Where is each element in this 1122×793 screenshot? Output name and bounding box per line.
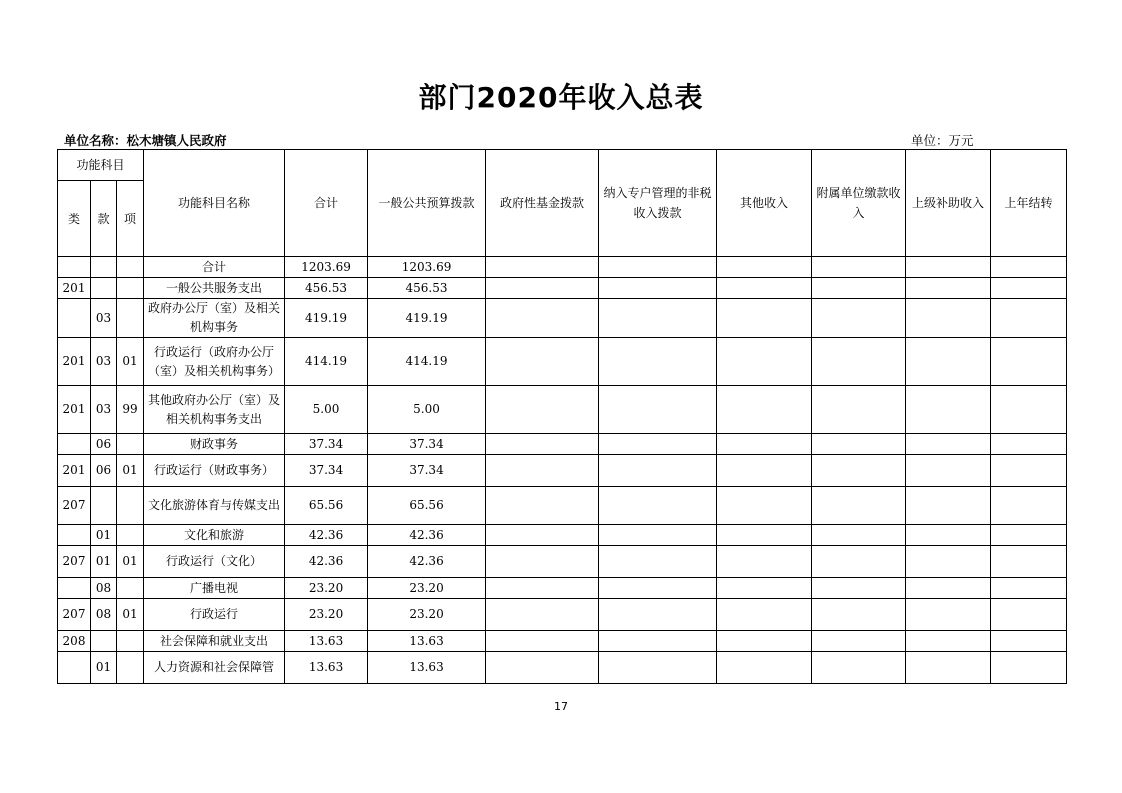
cell-kuan: 03 xyxy=(91,386,117,434)
table-row xyxy=(58,631,1067,652)
header-row-1 xyxy=(58,150,1067,181)
cell-lei: 207 xyxy=(58,487,91,525)
cell-nontax xyxy=(599,631,717,652)
table-row xyxy=(58,386,1067,434)
cell-superior xyxy=(906,455,991,487)
cell-xiang xyxy=(117,652,144,684)
cell-lei: 201 xyxy=(58,278,91,299)
cell-total: 414.19 xyxy=(285,338,368,386)
cell-lei: 201 xyxy=(58,338,91,386)
cell-affiliated xyxy=(812,338,906,386)
cell-total: 37.34 xyxy=(285,434,368,455)
cell-nontax xyxy=(599,652,717,684)
cell-carryover xyxy=(991,455,1067,487)
header-superior: 上级补助收入 xyxy=(906,150,991,257)
cell-gov-fund xyxy=(486,652,599,684)
cell-affiliated xyxy=(812,652,906,684)
cell-total: 65.56 xyxy=(285,487,368,525)
cell-general-budget: 23.20 xyxy=(368,578,486,599)
cell-nontax xyxy=(599,299,717,338)
cell-total: 37.34 xyxy=(285,455,368,487)
cell-general-budget: 42.36 xyxy=(368,546,486,578)
table-row xyxy=(58,455,1067,487)
cell-gov-fund xyxy=(486,631,599,652)
cell-general-budget: 419.19 xyxy=(368,299,486,338)
cell-other xyxy=(717,455,812,487)
cell-kuan: 01 xyxy=(91,546,117,578)
table-row xyxy=(58,599,1067,631)
cell-affiliated xyxy=(812,525,906,546)
cell-general-budget: 5.00 xyxy=(368,386,486,434)
cell-other xyxy=(717,487,812,525)
cell-general-budget: 65.56 xyxy=(368,487,486,525)
cell-other xyxy=(717,631,812,652)
cell-total: 23.20 xyxy=(285,599,368,631)
cell-other xyxy=(717,525,812,546)
cell-superior xyxy=(906,257,991,278)
cell-carryover xyxy=(991,652,1067,684)
cell-lei xyxy=(58,525,91,546)
cell-name: 行政运行 xyxy=(144,599,285,631)
cell-lei: 201 xyxy=(58,386,91,434)
cell-name: 社会保障和就业支出 xyxy=(144,631,285,652)
cell-gov-fund xyxy=(486,578,599,599)
cell-gov-fund xyxy=(486,487,599,525)
cell-total: 42.36 xyxy=(285,546,368,578)
cell-xiang xyxy=(117,525,144,546)
cell-carryover xyxy=(991,578,1067,599)
cell-xiang: 01 xyxy=(117,546,144,578)
cell-nontax xyxy=(599,599,717,631)
cell-lei xyxy=(58,652,91,684)
cell-nontax xyxy=(599,257,717,278)
cell-xiang xyxy=(117,434,144,455)
cell-other xyxy=(717,546,812,578)
cell-affiliated xyxy=(812,434,906,455)
cell-kuan xyxy=(91,487,117,525)
cell-general-budget: 1203.69 xyxy=(368,257,486,278)
cell-kuan: 06 xyxy=(91,455,117,487)
cell-other xyxy=(717,257,812,278)
cell-gov-fund xyxy=(486,386,599,434)
cell-gov-fund xyxy=(486,546,599,578)
header-kuan: 款 xyxy=(91,181,117,257)
cell-total: 419.19 xyxy=(285,299,368,338)
cell-xiang xyxy=(117,299,144,338)
cell-name: 行政运行（财政事务） xyxy=(144,455,285,487)
cell-other xyxy=(717,278,812,299)
cell-carryover xyxy=(991,278,1067,299)
cell-name: 行政运行（文化） xyxy=(144,546,285,578)
cell-name: 其他政府办公厅（室）及相关机构事务支出 xyxy=(144,386,285,434)
cell-affiliated xyxy=(812,257,906,278)
table-row xyxy=(58,278,1067,299)
cell-general-budget: 13.63 xyxy=(368,652,486,684)
table-row xyxy=(58,257,1067,278)
cell-carryover xyxy=(991,546,1067,578)
cell-other xyxy=(717,299,812,338)
table-row xyxy=(58,546,1067,578)
cell-superior xyxy=(906,631,991,652)
cell-kuan: 01 xyxy=(91,652,117,684)
cell-nontax xyxy=(599,525,717,546)
cell-name: 广播电视 xyxy=(144,578,285,599)
cell-gov-fund xyxy=(486,525,599,546)
cell-superior xyxy=(906,434,991,455)
cell-nontax xyxy=(599,434,717,455)
cell-carryover xyxy=(991,631,1067,652)
cell-nontax xyxy=(599,578,717,599)
cell-xiang xyxy=(117,278,144,299)
header-total: 合计 xyxy=(285,150,368,257)
cell-carryover xyxy=(991,299,1067,338)
cell-kuan: 03 xyxy=(91,299,117,338)
cell-xiang xyxy=(117,487,144,525)
table-row xyxy=(58,299,1067,338)
cell-lei xyxy=(58,578,91,599)
cell-name: 文化旅游体育与传媒支出 xyxy=(144,487,285,525)
cell-carryover xyxy=(991,434,1067,455)
table-body xyxy=(58,150,1067,684)
cell-kuan: 01 xyxy=(91,525,117,546)
cell-nontax xyxy=(599,278,717,299)
cell-name: 政府办公厅（室）及相关机构事务 xyxy=(144,299,285,338)
cell-name: 合计 xyxy=(144,257,285,278)
cell-xiang: 01 xyxy=(117,599,144,631)
cell-nontax xyxy=(599,546,717,578)
cell-other xyxy=(717,599,812,631)
cell-lei: 201 xyxy=(58,455,91,487)
cell-superior xyxy=(906,386,991,434)
cell-other xyxy=(717,434,812,455)
header-carryover: 上年结转 xyxy=(991,150,1067,257)
cell-kuan: 08 xyxy=(91,599,117,631)
cell-name: 财政事务 xyxy=(144,434,285,455)
header-xiang: 项 xyxy=(117,181,144,257)
table-row xyxy=(58,525,1067,546)
page-number: 17 xyxy=(554,700,568,713)
cell-carryover xyxy=(991,599,1067,631)
table-row xyxy=(58,434,1067,455)
cell-superior xyxy=(906,546,991,578)
cell-other xyxy=(717,338,812,386)
cell-carryover xyxy=(991,386,1067,434)
cell-superior xyxy=(906,338,991,386)
cell-other xyxy=(717,652,812,684)
header-affiliated: 附属单位缴款收入 xyxy=(812,150,906,257)
header-function-group: 功能科目 xyxy=(58,150,144,181)
unit-name-label: 单位名称：松木塘镇人民政府 xyxy=(64,133,227,148)
cell-total: 23.20 xyxy=(285,578,368,599)
cell-affiliated xyxy=(812,631,906,652)
cell-name: 一般公共服务支出 xyxy=(144,278,285,299)
cell-gov-fund xyxy=(486,299,599,338)
cell-superior xyxy=(906,599,991,631)
cell-gov-fund xyxy=(486,338,599,386)
header-general-budget: 一般公共预算拨款 xyxy=(368,150,486,257)
unit-label: 单位：万元 xyxy=(911,133,974,148)
cell-xiang: 99 xyxy=(117,386,144,434)
cell-carryover xyxy=(991,257,1067,278)
cell-total: 456.53 xyxy=(285,278,368,299)
cell-other xyxy=(717,578,812,599)
cell-affiliated xyxy=(812,299,906,338)
cell-lei xyxy=(58,299,91,338)
cell-carryover xyxy=(991,338,1067,386)
cell-xiang: 01 xyxy=(117,338,144,386)
cell-affiliated xyxy=(812,599,906,631)
cell-carryover xyxy=(991,525,1067,546)
cell-superior xyxy=(906,578,991,599)
income-summary-table xyxy=(57,149,1067,684)
cell-name: 行政运行（政府办公厅（室）及相关机构事务） xyxy=(144,338,285,386)
cell-kuan xyxy=(91,631,117,652)
cell-superior xyxy=(906,525,991,546)
header-nontax: 纳入专户管理的非税收入拨款 xyxy=(599,150,717,257)
cell-lei: 208 xyxy=(58,631,91,652)
cell-kuan xyxy=(91,278,117,299)
cell-superior xyxy=(906,487,991,525)
header-lei: 类 xyxy=(58,181,91,257)
cell-xiang: 01 xyxy=(117,455,144,487)
cell-general-budget: 23.20 xyxy=(368,599,486,631)
cell-nontax xyxy=(599,487,717,525)
cell-carryover xyxy=(991,487,1067,525)
cell-total: 5.00 xyxy=(285,386,368,434)
cell-lei: 207 xyxy=(58,546,91,578)
cell-general-budget: 13.63 xyxy=(368,631,486,652)
cell-affiliated xyxy=(812,487,906,525)
cell-gov-fund xyxy=(486,599,599,631)
cell-general-budget: 37.34 xyxy=(368,434,486,455)
header-function-name: 功能科目名称 xyxy=(144,150,285,257)
cell-affiliated xyxy=(812,455,906,487)
header-gov-fund: 政府性基金拨款 xyxy=(486,150,599,257)
cell-superior xyxy=(906,278,991,299)
cell-gov-fund xyxy=(486,455,599,487)
cell-gov-fund xyxy=(486,257,599,278)
cell-affiliated xyxy=(812,578,906,599)
cell-affiliated xyxy=(812,546,906,578)
cell-superior xyxy=(906,652,991,684)
page-title: 部门2020年收入总表 xyxy=(418,81,704,114)
cell-kuan: 03 xyxy=(91,338,117,386)
cell-lei: 207 xyxy=(58,599,91,631)
cell-xiang xyxy=(117,631,144,652)
table-row xyxy=(58,338,1067,386)
cell-lei xyxy=(58,434,91,455)
header-other: 其他收入 xyxy=(717,150,812,257)
cell-affiliated xyxy=(812,278,906,299)
cell-total: 13.63 xyxy=(285,631,368,652)
cell-xiang xyxy=(117,257,144,278)
cell-nontax xyxy=(599,338,717,386)
cell-gov-fund xyxy=(486,434,599,455)
cell-nontax xyxy=(599,455,717,487)
cell-general-budget: 414.19 xyxy=(368,338,486,386)
cell-general-budget: 37.34 xyxy=(368,455,486,487)
cell-total: 13.63 xyxy=(285,652,368,684)
table-row xyxy=(58,487,1067,525)
cell-total: 1203.69 xyxy=(285,257,368,278)
cell-other xyxy=(717,386,812,434)
cell-total: 42.36 xyxy=(285,525,368,546)
cell-kuan: 08 xyxy=(91,578,117,599)
cell-general-budget: 456.53 xyxy=(368,278,486,299)
cell-superior xyxy=(906,299,991,338)
cell-gov-fund xyxy=(486,278,599,299)
cell-name: 人力资源和社会保障管 xyxy=(144,652,285,684)
table-row xyxy=(58,652,1067,684)
cell-lei xyxy=(58,257,91,278)
cell-name: 文化和旅游 xyxy=(144,525,285,546)
cell-kuan: 06 xyxy=(91,434,117,455)
cell-nontax xyxy=(599,386,717,434)
table-row xyxy=(58,578,1067,599)
cell-general-budget: 42.36 xyxy=(368,525,486,546)
cell-affiliated xyxy=(812,386,906,434)
cell-xiang xyxy=(117,578,144,599)
cell-kuan xyxy=(91,257,117,278)
